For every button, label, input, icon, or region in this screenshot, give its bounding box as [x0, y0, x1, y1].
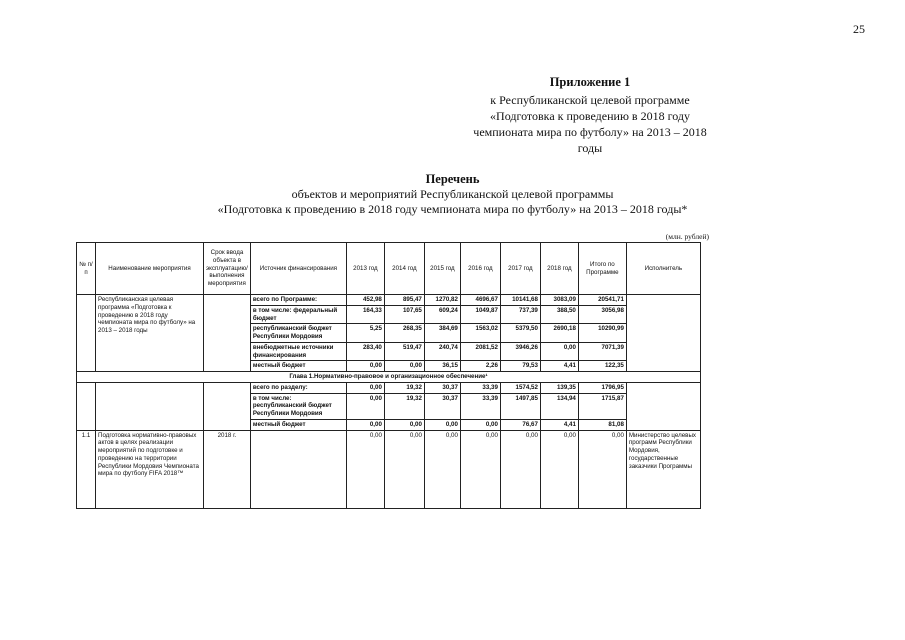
value-2016: 1049,87: [460, 305, 500, 324]
header-2017: 2017 год: [500, 243, 540, 295]
value-2018: 4,41: [540, 361, 578, 372]
table-row: [77, 382, 701, 393]
row-no: [77, 382, 96, 430]
row-total: 3056,98: [578, 305, 626, 324]
value-2015: 1270,82: [424, 295, 460, 306]
funding-source: всего по Программе:: [250, 295, 346, 306]
item-executor: Министерство целевых программ Республики Мордовия, государственные заказчики Программы: [626, 430, 700, 508]
item-total: 0,00: [578, 430, 626, 508]
value-2016: 2081,52: [460, 342, 500, 361]
header-2016: 2016 год: [460, 243, 500, 295]
value-2016: 33,39: [460, 393, 500, 419]
row-total: 10290,99: [578, 324, 626, 343]
value-2015: 240,74: [424, 342, 460, 361]
table-row: [77, 295, 701, 306]
value-2017: 76,67: [500, 419, 540, 430]
row-no: [77, 295, 96, 372]
value-2013: 452,98: [346, 295, 384, 306]
funding-source: в том числе: федеральный бюджет: [250, 305, 346, 324]
value-2016: 2,26: [460, 361, 500, 372]
chapter-title: Глава 1.Нормативно-правовое и организационное обеспечение¹: [77, 372, 701, 383]
header-name: Наименование мероприятия: [96, 243, 204, 295]
value-2018: 0,00: [540, 342, 578, 361]
value-2015: 30,37: [424, 393, 460, 419]
value-2014: 0,00: [384, 361, 424, 372]
value-2016: 4696,67: [460, 295, 500, 306]
appendix-line: к Республиканской целевой программе: [490, 93, 690, 107]
header-executor: Исполнитель: [626, 243, 700, 295]
header-2014: 2014 год: [384, 243, 424, 295]
value-2013: 0,00: [346, 361, 384, 372]
value-2017: 5379,50: [500, 324, 540, 343]
value-2013: 164,33: [346, 305, 384, 324]
row-total: 122,35: [578, 361, 626, 372]
item-value-2015: 0,00: [424, 430, 460, 508]
value-2014: 107,65: [384, 305, 424, 324]
row-total: 20541,71: [578, 295, 626, 306]
value-2017: 79,53: [500, 361, 540, 372]
item-term: 2018 г.: [204, 430, 251, 508]
value-2013: 5,25: [346, 324, 384, 343]
value-2015: 0,00: [424, 419, 460, 430]
value-2017: 737,39: [500, 305, 540, 324]
item-value-2017: 0,00: [500, 430, 540, 508]
row-executor: [626, 295, 700, 372]
funding-source: местный бюджет: [250, 419, 346, 430]
value-2013: 0,00: [346, 393, 384, 419]
row-total: 1715,87: [578, 393, 626, 419]
value-2016: 1563,02: [460, 324, 500, 343]
header-2018: 2018 год: [540, 243, 578, 295]
value-2018: 3083,09: [540, 295, 578, 306]
item-value-2014: 0,00: [384, 430, 424, 508]
appendix-title: Приложение 1: [549, 75, 631, 89]
document-heading: Перечень: [425, 172, 480, 186]
appendix-line: чемпионата мира по футболу» на 2013 – 2018: [473, 125, 707, 139]
value-2018: 2690,18: [540, 324, 578, 343]
value-2016: 0,00: [460, 419, 500, 430]
value-2015: 609,24: [424, 305, 460, 324]
value-2015: 36,15: [424, 361, 460, 372]
header-no: № п/п: [77, 243, 96, 295]
header-total: Итого по Программе: [578, 243, 626, 295]
table-header-row: [77, 243, 701, 295]
value-2017: 1497,85: [500, 393, 540, 419]
row-total: 81,08: [578, 419, 626, 430]
header-2013: 2013 год: [346, 243, 384, 295]
funding-source: в том числе: республиканский бюджет Республики Мордовия: [250, 393, 346, 419]
value-2018: 4,41: [540, 419, 578, 430]
units-note: (млн. рублей): [665, 232, 709, 241]
value-2013: 0,00: [346, 419, 384, 430]
program-name: Республиканская целевая программа «Подготовка к проведению в 2018 году чемпионата мира по футболу» на 2013 – 2018 годы: [96, 295, 204, 372]
chapter-row: [77, 372, 701, 383]
value-2013: 0,00: [346, 382, 384, 393]
program-table: [76, 242, 701, 509]
row-executor: [626, 382, 700, 430]
value-2014: 0,00: [384, 419, 424, 430]
value-2014: 519,47: [384, 342, 424, 361]
row-total: 1796,95: [578, 382, 626, 393]
funding-source: всего по разделу:: [250, 382, 346, 393]
funding-source: внебюджетные источники финансирования: [250, 342, 346, 361]
document-subtitle: объектов и мероприятий Республиканской целевой программы: [291, 187, 614, 201]
appendix-line: «Подготовка к проведению в 2018 году: [490, 109, 690, 123]
value-2014: 268,35: [384, 324, 424, 343]
appendix-line: годы: [577, 141, 603, 155]
value-2013: 283,40: [346, 342, 384, 361]
item-name: Подготовка нормативно-правовых актов в целях реализации мероприятий по подготовке и проведению на территории Республики Мордовия Чемпионата мира по футболу FIFA 2018™: [96, 430, 204, 508]
page-number: 25: [853, 22, 865, 36]
item-value-2018: 0,00: [540, 430, 578, 508]
value-2017: 10141,68: [500, 295, 540, 306]
item-value-2016: 0,00: [460, 430, 500, 508]
document-subtitle: «Подготовка к проведению в 2018 году чемпионата мира по футболу» на 2013 – 2018 годы*: [217, 202, 688, 216]
header-2015: 2015 год: [424, 243, 460, 295]
value-2016: 33,39: [460, 382, 500, 393]
value-2015: 30,37: [424, 382, 460, 393]
row-term: [204, 382, 251, 430]
item-value-2013: 0,00: [346, 430, 384, 508]
value-2018: 139,35: [540, 382, 578, 393]
row-total: 7071,39: [578, 342, 626, 361]
value-2017: 1574,52: [500, 382, 540, 393]
header-term: Срок ввода объекта в эксплуатацию/ выполнения мероприятия: [204, 243, 251, 295]
value-2015: 384,69: [424, 324, 460, 343]
row-term: [204, 295, 251, 372]
item-source: [250, 430, 346, 508]
item-no: 1.1: [77, 430, 96, 508]
value-2014: 895,47: [384, 295, 424, 306]
funding-source: республиканский бюджет Республики Мордовия: [250, 324, 346, 343]
value-2018: 134,94: [540, 393, 578, 419]
header-source: Источник финансирования: [250, 243, 346, 295]
value-2018: 388,50: [540, 305, 578, 324]
value-2014: 19,32: [384, 393, 424, 419]
value-2017: 3946,26: [500, 342, 540, 361]
funding-source: местный бюджет: [250, 361, 346, 372]
table-row-1-1: [77, 430, 701, 508]
row-name: [96, 382, 204, 430]
value-2014: 19,32: [384, 382, 424, 393]
